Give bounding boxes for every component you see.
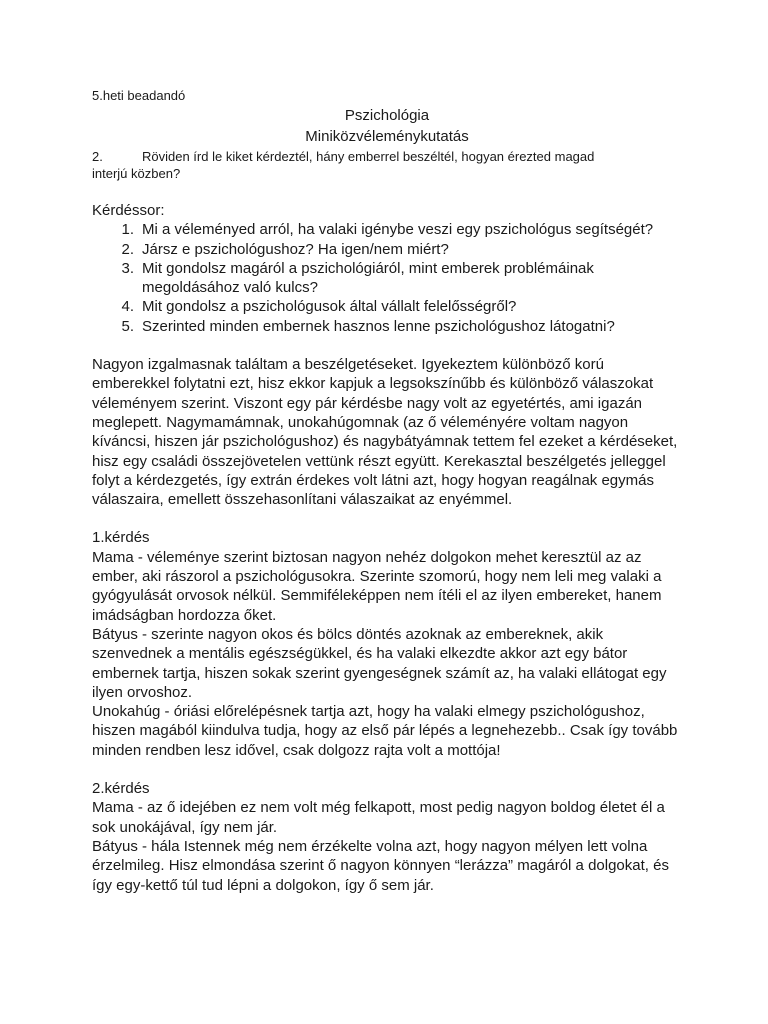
section-question-1 <box>92 528 682 760</box>
answer-paragraph: Bátyus - szerinte nagyon okos és bölcs döntés azoknak az embereknek, akik szenvednek a mentális egészségükkel, és ha valaki elkezdte akkor azt egy bátor embernek tartja, hiszen sokak szerint gyengeségnek számít az, ha valaki ellátogat egy ilyen orvoshoz. <box>92 625 667 701</box>
question-text: Szerinted minden embernek hasznos lenne pszichológushoz látogatni? <box>142 317 615 335</box>
question-number: 5. <box>121 317 134 335</box>
header-label: 5.heti beadandó <box>92 88 186 103</box>
question-number: 4. <box>121 298 134 316</box>
section-question-2 <box>92 779 682 895</box>
task-number: 2. <box>92 149 103 164</box>
list-item <box>92 297 682 316</box>
document-content <box>92 86 682 895</box>
task-prompt <box>92 148 682 182</box>
question-number: 2. <box>121 240 134 258</box>
answer-paragraph: Bátyus - hála Istennek még nem érzékelte volna azt, hogy nagyon mélyen lett volna érzelmileg. Hisz elmondása szerint ő nagyon könnyen “lerázza” magáról a dolgokat, és így egy-kettő túl tud lépni a dolgokon, így ő sem jár. <box>92 837 669 894</box>
document-subtitle: Miniközvéleménykutatás <box>305 128 469 145</box>
answer-paragraph: Mama - az ő idejében ez nem volt még felkapott, most pedig nagyon boldog életet él a sok unokájával, így nem jár. <box>92 799 665 836</box>
list-item <box>92 220 682 239</box>
question-text: Mit gondolsz magáról a pszichológiáról, mint emberek problémáinak megoldásához való kulcs? <box>142 259 594 297</box>
list-item <box>92 317 682 336</box>
question-text: Mi a véleményed arról, ha valaki igénybe veszi egy pszichológus segítségét? <box>142 221 654 239</box>
questionnaire-heading: Kérdéssor: <box>92 202 165 219</box>
task-text-line2: interjú közben? <box>92 166 181 181</box>
document-title: Pszichológia <box>344 107 430 124</box>
question-number: 1. <box>121 221 134 239</box>
section-heading: 2.kérdés <box>92 780 150 798</box>
answer-paragraph: Unokahúg - óriási előrelépésnek tartja azt, hogy ha valaki elmegy pszichológushoz, hiszen magából kiindulva tudja, hogy az első pár lépés a legnehezebb.. Csak így tovább minden rendben lesz idővel, csak dolgozz rajta volt a mottója! <box>92 703 678 759</box>
intro-paragraph: Nagyon izgalmasnak találtam a beszélgetéseket. Igyekeztem különböző korú emberekkel folytatni ezt, hisz ekkor kapjuk a legsokszínűbb és különböző válaszokat véleményem szerint. Viszont egy pár kérdésbe nagy volt az egyetértés, ami igazán meglepett. Nagymamámnak, unokahúgomnak (az ő véleményére voltam nagyon kíváncsi, hiszen jár pszichológushoz) és nagybátyámnak tettem fel ezeket a kérdéseket, hisz egy családi összejövetelen vettünk részt együtt. Kerekasztal beszélgetés jelleggel folyt a kérdezgetés, így extrán érdekes volt látni azt, hogy hogyan reagálnak egymás válaszaira, emellett összehasonlítani válaszaikat az enyémmel. <box>92 356 678 509</box>
question-text: Jársz e pszichológushoz? Ha igen/nem miért? <box>142 240 449 258</box>
section-heading: 1.kérdés <box>92 529 150 547</box>
question-text: Mit gondolsz a pszichológusok által vállalt felelősségről? <box>142 298 517 316</box>
list-item <box>92 240 682 259</box>
list-item <box>92 259 682 298</box>
answer-paragraph: Mama - véleménye szerint biztosan nagyon nehéz dolgokon mehet keresztül az az ember, aki rászorol a pszichológusokra. Szerinte szomorú, hogy nem leli meg valaki a gyógyulását orvosok nélkül. Semmiféleképpen nem ítéli el az ilyen embereket, hanem imádságban hordozza őket. <box>92 548 662 624</box>
question-list <box>92 220 682 336</box>
task-text-line1: Röviden írd le kiket kérdeztél, hány emberrel beszéltél, hogyan érezted magad <box>142 149 595 164</box>
question-number: 3. <box>121 259 134 277</box>
